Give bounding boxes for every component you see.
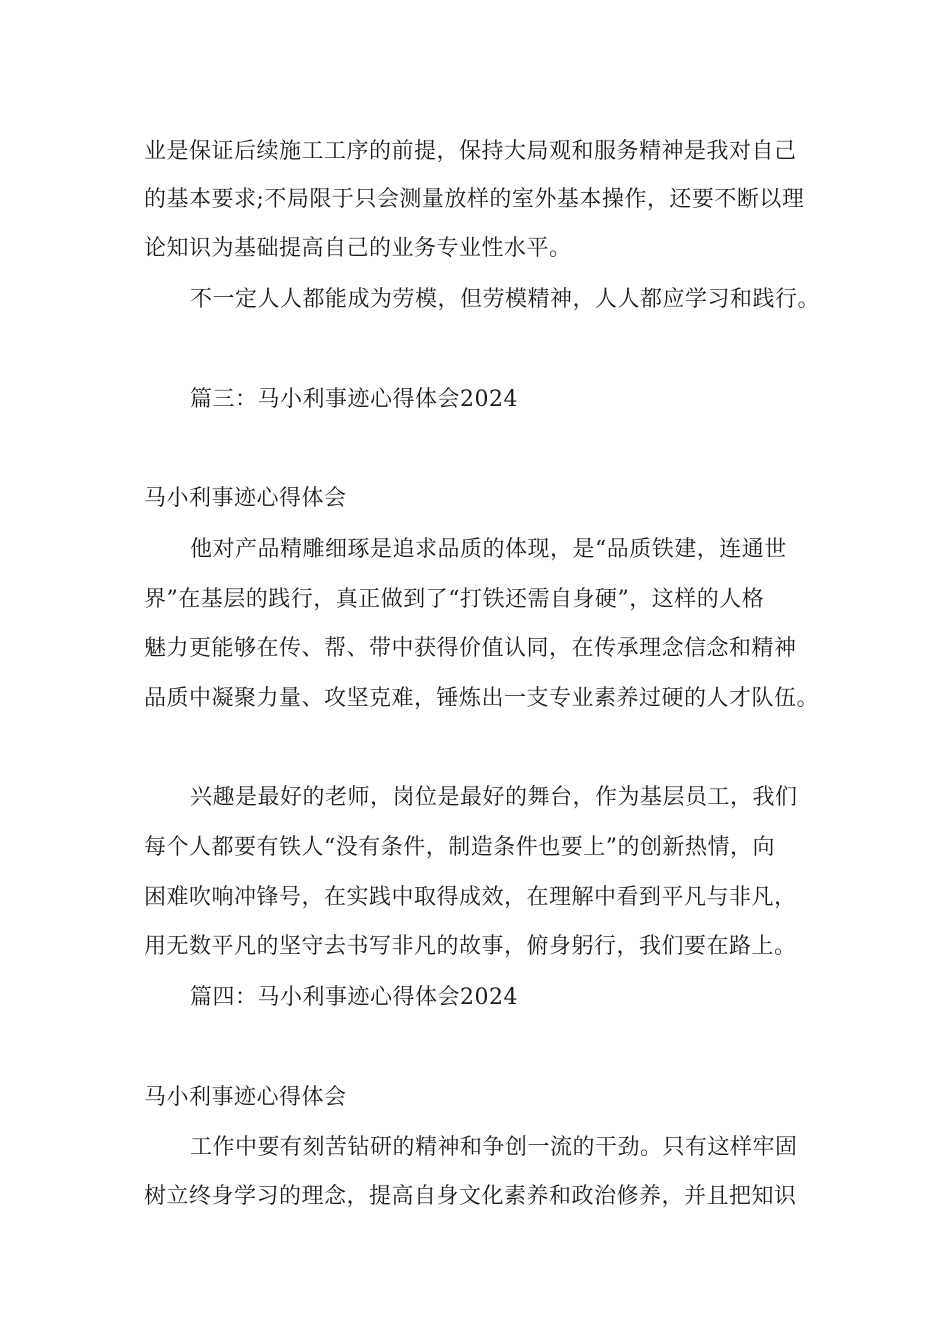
paragraph-line: 兴趣是最好的老师，岗位是最好的舞台，作为基层员工，我们: [190, 785, 798, 810]
section-heading: 篇四：马小利事迹心得体会2024: [190, 985, 518, 1010]
paragraph-line: 他对产品精雕细琢是追求品质的体现，是“品质铁建，连通世: [190, 537, 787, 562]
paragraph-line: 业是保证后续施工工序的前提，保持大局观和服务精神是我对自己: [144, 139, 797, 164]
paragraph-line: 魅力更能够在传、帮、带中获得价值认同，在传承理念信念和精神: [144, 636, 797, 661]
section-heading: 篇三：马小利事迹心得体会2024: [190, 387, 518, 412]
paragraph-line: 工作中要有刻苦钻研的精神和争创一流的干劲。只有这样牢固: [190, 1135, 798, 1160]
paragraph-line: 困难吹响冲锋号，在实践中取得成效，在理解中看到平凡与非凡，: [144, 885, 797, 910]
paragraph-line: 的基本要求;不局限于只会测量放样的室外基本操作，还要不断以理: [144, 187, 805, 212]
paragraph-line: 用无数平凡的坚守去书写非凡的故事，俯身躬行，我们要在路上。: [144, 934, 797, 959]
paragraph-line: 品质中凝聚力量、攻坚克难，锤炼出一支专业素养过硬的人才队伍。: [144, 686, 820, 711]
paragraph-line: 每个人都要有铁人“没有条件，制造条件也要上”的创新热情，向: [144, 835, 775, 860]
paragraph-line: 论知识为基础提高自己的业务专业性水平。: [144, 236, 572, 261]
paragraph-line: 界”在基层的践行，真正做到了“打铁还需自身硬”，这样的人格: [144, 587, 765, 612]
paragraph-line: 不一定人人都能成为劳模，但劳模精神，人人都应学习和践行。: [190, 287, 821, 312]
section-title: 马小利事迹心得体会: [144, 486, 347, 511]
paragraph-line: 树立终身学习的理念，提高自身文化素养和政治修养，并且把知识: [144, 1184, 797, 1209]
section-title: 马小利事迹心得体会: [144, 1085, 347, 1110]
